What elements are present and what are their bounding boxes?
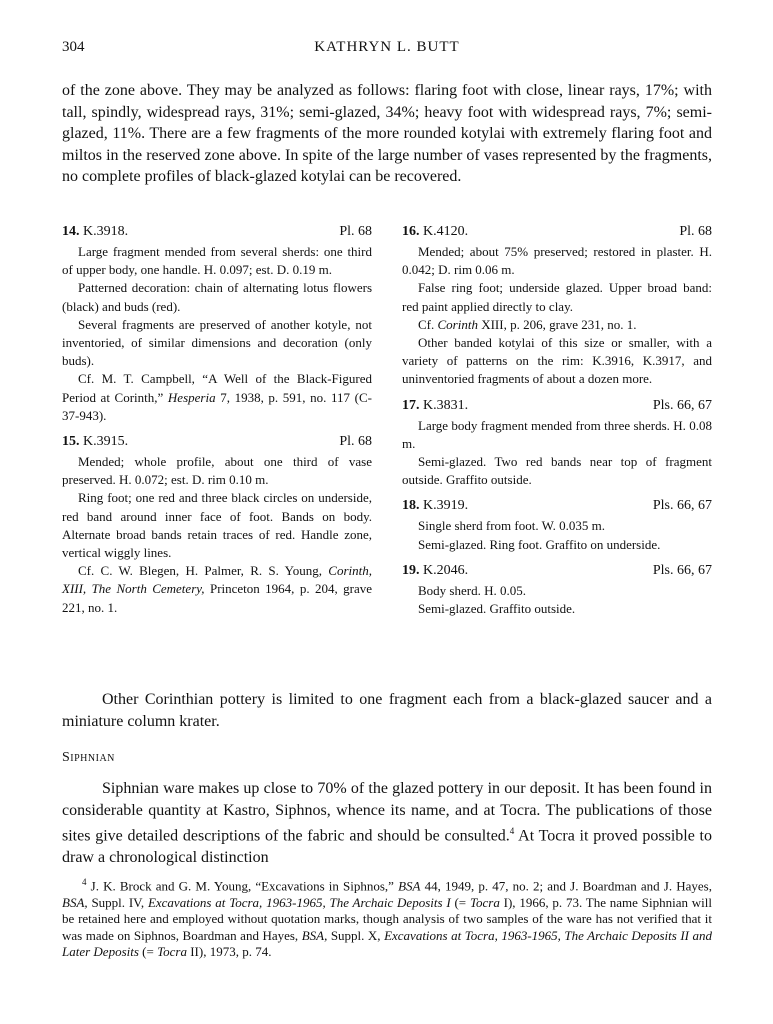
entry-decoration: Ring foot; one red and three black circles on underside, red band around inner face of foot. Bands on body. Alternate broad bands retain traces of red. Handle zone, vertical wiggly lines. [62,490,372,561]
catalogue-entry-17 [402,397,712,490]
entry-number: 18. [402,498,420,514]
inventory-number: K.3918. [83,224,129,239]
entry-note: Other banded kotylai of this size or smaller, with a variety of patterns on the rim: K.3916, K.3917, and uninventoried fragments of about a dozen more. [402,335,712,387]
entry-decoration: Patterned decoration: chain of alternating lotus flowers (black) and buds (red). [62,280,372,314]
entry-decoration: False ring foot; underside glazed. Upper broad band: red paint applied directly to clay. [402,280,712,314]
entry-heading [62,223,372,243]
other-corinthian-paragraph: Other Corinthian pottery is limited to one fragment each from a black-glazed saucer and a miniature column krater. [62,691,712,730]
entry-decoration: Semi-glazed. Graffito outside. [418,601,576,617]
catalogue-column-right [402,223,712,626]
catalogue-entry-18 [402,497,712,553]
plate-reference: Pl. 68 [339,224,372,239]
plate-reference: Pls. 66, 67 [652,562,712,578]
entry-description: Single sherd from foot. W. 0.035 m. [418,518,606,534]
entry-heading [402,397,712,417]
page-number: 304 [62,39,85,55]
catalogue-column-left [62,223,372,625]
entry-comparanda: Cf. M. T. Campbell, “A Well of the Black-Figured Period at Corinth,” Hesperia 7, 1938, p. 591, no. 117 (C-37-943). [62,371,372,423]
entry-comparanda: Cf. C. W. Blegen, H. Palmer, R. S. Young, Corinth, XIII, The North Cemetery, Princeton 1964, p. 204, grave 221, no. 1. [62,563,372,615]
catalogue-entry-19 [402,562,712,618]
plate-reference: Pl. 68 [679,224,712,239]
footnote: $^4$ J. K. Brock and G. M. Young, “Excavations in Siphnos,” BSA 44, 1949, p. 47, no. 2; and J. Boardman and J. Hayes, BSA, Suppl. IV, Excavations at Tocra, 1963-1965, The Archaic Deposits I (= Tocra I), 1966, p. 73. The name Siphnian will be retained here and employed without quotation marks, though analysis of two samples of the ware has not verified that it was made on Siphnos, Boardman and Hayes, BSA, Suppl. X, Excavations at Tocra, 1963-1965, The Archaic Deposits II and Later Deposits (= Tocra II), 1973, p. 74. [62,877,712,960]
entry-number: 17. [402,397,420,413]
section-heading: Siphnian [62,750,115,765]
page-header [62,39,712,61]
entry-description: Mended; about 75% preserved; restored in plaster. H. 0.042; D. rim 0.06 m. [402,244,712,278]
entry-decoration: Semi-glazed. Two red bands near top of fragment outside. Graffito outside. [402,454,712,488]
entry-heading [402,562,712,582]
footnote-mark: 4 [82,877,87,887]
siphnian-paragraph: Siphnian ware makes up close to 70% of the glazed pottery in our deposit. It has been found in considerable quantity at Kastro, Siphnos, whence its name, and at Tocra. The publications of those sites give detailed descriptions of the fabric and should be consulted.$^4$ At Tocra it proved possible to draw a chronological distinction [62,780,712,866]
entry-number: 15. [62,434,80,450]
catalogue-entry-14 [62,223,372,425]
plate-reference: Pl. 68 [339,434,372,450]
running-head: KATHRYN L. BUTT [314,39,460,55]
intro-paragraph: of the zone above. They may be analyzed as follows: flaring foot with close, linear rays, 17%; with tall, spindly, widespread rays, 31%; semi-glazed, 34%; heavy foot with widespread rays, 7%; semi-glazed, 11%. There are a few fragments of the more rounded kotylai with extremely flaring foot and miltos in the reserved zone above. In spite of the large number of vases represented by the fragments, no complete profiles of black-glazed kotylai can be recovered. [62,82,712,185]
inventory-number: K.3831. [423,397,469,413]
entry-heading [62,433,372,453]
entry-description: Large body fragment mended from three sherds. H. 0.08 m. [402,417,712,451]
entry-heading [402,223,712,243]
inventory-number: K.3919. [423,498,469,514]
entry-number: 16. [402,224,420,239]
entry-description: Body sherd. H. 0.05. [418,582,526,598]
catalogue-entry-15 [62,433,372,617]
footnote-reference: 4 [509,826,515,836]
entry-heading [402,497,712,517]
entry-description: Mended; whole profile, about one third of vase preserved. H. 0.072; est. D. rim 0.10 m. [62,454,372,488]
entry-comparanda: Cf. Corinth XIII, p. 206, grave 231, no. 1. [418,316,637,332]
entry-number: 19. [402,562,420,578]
plate-reference: Pls. 66, 67 [652,498,712,514]
catalogue-entry-16 [402,223,712,389]
inventory-number: K.3915. [83,434,129,450]
inventory-number: K.4120. [423,224,469,239]
entry-note: Several fragments are preserved of another kotyle, not inventoried, of similar dimensions and decoration (only buds). [62,316,372,369]
plate-reference: Pls. 66, 67 [652,397,712,413]
entry-description: Large fragment mended from several sherds: one third of upper body, one handle. H. 0.097; est. D. 0.19 m. [62,244,372,278]
entry-decoration: Semi-glazed. Ring foot. Graffito on underside. [418,536,661,552]
entry-number: 14. [62,224,80,239]
inventory-number: K.2046. [423,562,469,578]
